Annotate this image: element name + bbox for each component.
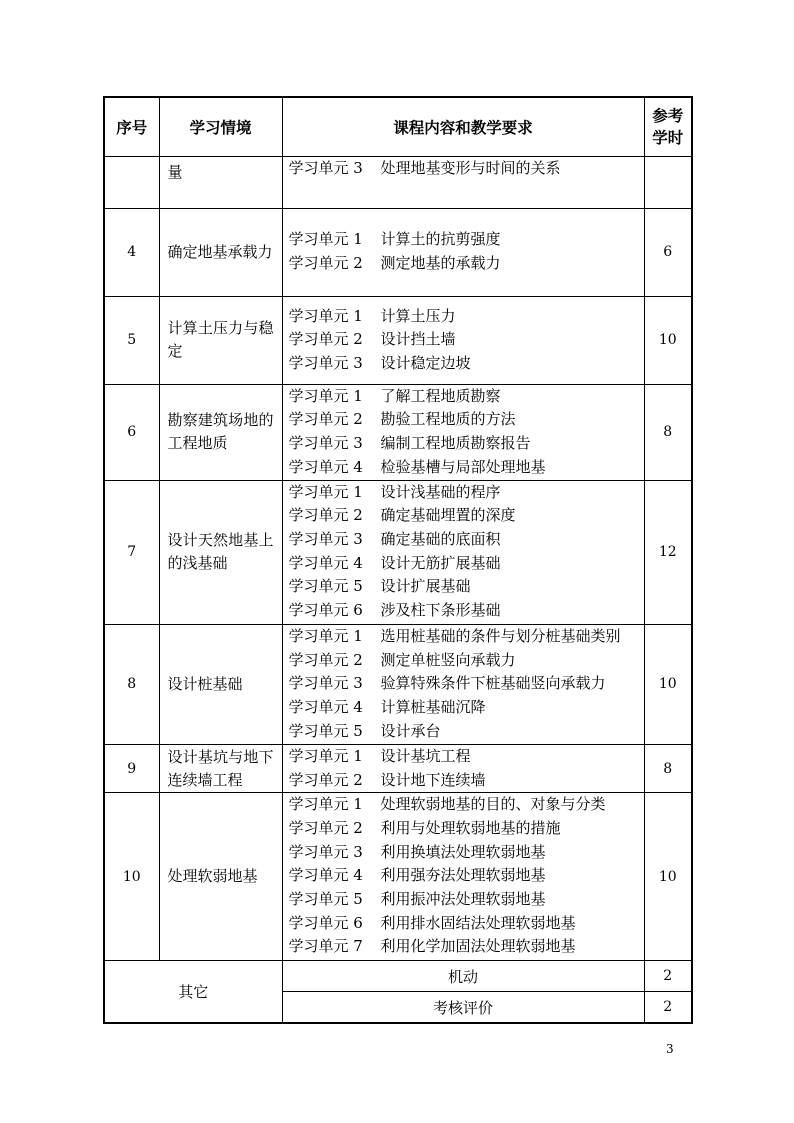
unit-text: 设计扩展基础 [380, 577, 471, 596]
other-hours: 2 [644, 961, 692, 992]
learning-unit [289, 504, 644, 528]
course-content [282, 156, 644, 208]
unit-text: 计算土的抗剪强度 [380, 230, 501, 249]
learning-unit [289, 252, 644, 276]
unit-label: 学习单元 4 [288, 553, 363, 572]
learning-unit [289, 769, 644, 793]
learning-unit [289, 408, 644, 432]
learning-unit [289, 649, 644, 673]
learning-unit [289, 935, 644, 959]
learning-situation: 确定地基承载力 [159, 208, 282, 296]
unit-text: 测定单桩竖向承载力 [380, 650, 516, 669]
learning-unit [289, 481, 644, 505]
unit-text: 设计基坑工程 [380, 746, 471, 765]
unit-label: 学习单元 1 [288, 230, 363, 249]
learning-unit [289, 841, 644, 865]
unit-text: 确定基础埋置的深度 [380, 506, 516, 525]
unit-label: 学习单元 1 [288, 482, 363, 501]
unit-text: 计算桩基础沉降 [380, 697, 486, 716]
learning-unit [289, 696, 644, 720]
unit-text: 利用换填法处理软弱地基 [380, 842, 546, 861]
learning-unit [289, 552, 644, 576]
header-row [104, 97, 692, 156]
unit-text: 测定地基的承载力 [380, 254, 501, 273]
row-hours: 6 [644, 208, 692, 296]
header-hours: 参考学时 [644, 97, 692, 156]
unit-label: 学习单元 2 [288, 330, 363, 349]
header-content: 课程内容和教学要求 [282, 97, 644, 156]
learning-unit [289, 817, 644, 841]
unit-text: 设计稳定边坡 [380, 353, 471, 372]
unit-label: 学习单元 1 [288, 386, 363, 405]
unit-text: 检验基槽与局部处理地基 [380, 457, 546, 476]
table-row [104, 744, 692, 792]
unit-text: 了解工程地质勘察 [380, 386, 501, 405]
learning-situation: 量 [159, 156, 282, 208]
learning-situation: 勘察建筑场地的工程地质 [159, 384, 282, 480]
learning-unit [289, 864, 644, 888]
unit-label: 学习单元 1 [288, 795, 363, 814]
unit-text: 设计挡土墙 [380, 330, 456, 349]
unit-label: 学习单元 4 [288, 697, 363, 716]
learning-situation: 处理软弱地基 [159, 793, 282, 961]
unit-label: 学习单元 2 [288, 410, 363, 429]
course-content [282, 480, 644, 624]
table-row [104, 624, 692, 744]
page-number: 3 [666, 1042, 674, 1056]
learning-unit [289, 528, 644, 552]
unit-label: 学习单元 7 [288, 937, 363, 956]
other-hours: 2 [644, 992, 692, 1023]
row-number: 7 [104, 480, 159, 624]
unit-text: 设计无筋扩展基础 [380, 553, 501, 572]
course-content [282, 384, 644, 480]
unit-label: 学习单元 2 [288, 506, 363, 525]
row-number: 4 [104, 208, 159, 296]
unit-text: 勘验工程地质的方法 [380, 410, 516, 429]
learning-unit [289, 575, 644, 599]
unit-label: 学习单元 4 [288, 866, 363, 885]
table-row [104, 793, 692, 961]
unit-text: 设计承台 [380, 721, 441, 740]
unit-label: 学习单元 3 [288, 842, 363, 861]
unit-text: 设计浅基础的程序 [380, 482, 501, 501]
unit-text: 确定基础的底面积 [380, 530, 501, 549]
other-item: 考核评价 [282, 992, 644, 1023]
learning-unit [289, 625, 644, 649]
learning-situation: 设计基坑与地下连续墙工程 [159, 744, 282, 792]
unit-label: 学习单元 3 [288, 434, 363, 453]
learning-unit [289, 432, 644, 456]
unit-label: 学习单元 6 [288, 913, 363, 932]
unit-label: 学习单元 1 [288, 746, 363, 765]
learning-unit [289, 912, 644, 936]
learning-situation: 设计天然地基上的浅基础 [159, 480, 282, 624]
other-label: 其它 [104, 961, 282, 1023]
row-hours: 10 [644, 624, 692, 744]
learning-unit [289, 745, 644, 769]
other-item: 机动 [282, 961, 644, 992]
row-hours: 12 [644, 480, 692, 624]
header-situation: 学习情境 [159, 97, 282, 156]
learning-unit [289, 157, 644, 181]
row-number: 10 [104, 793, 159, 961]
learning-unit [289, 352, 644, 376]
unit-label: 学习单元 1 [288, 626, 363, 645]
course-content [282, 296, 644, 384]
unit-text: 验算特殊条件下桩基础竖向承载力 [380, 674, 606, 693]
table-body [104, 97, 692, 1023]
unit-label: 学习单元 4 [288, 457, 363, 476]
table-row [104, 156, 692, 208]
table-row [104, 384, 692, 480]
unit-label: 学习单元 1 [288, 306, 363, 325]
learning-situation: 设计桩基础 [159, 624, 282, 744]
row-number [104, 156, 159, 208]
learning-unit [289, 385, 644, 409]
row-hours: 8 [644, 744, 692, 792]
learning-unit [289, 793, 644, 817]
row-number: 9 [104, 744, 159, 792]
table-row [104, 296, 692, 384]
unit-text: 编制工程地质勘察报告 [380, 434, 531, 453]
course-content [282, 208, 644, 296]
row-number: 6 [104, 384, 159, 480]
unit-text: 涉及柱下条形基础 [380, 601, 501, 620]
unit-label: 学习单元 5 [288, 577, 363, 596]
course-content [282, 793, 644, 961]
unit-text: 利用排水固结法处理软弱地基 [380, 913, 576, 932]
other-row [104, 961, 692, 992]
unit-text: 利用振冲法处理软弱地基 [380, 890, 546, 909]
unit-label: 学习单元 3 [288, 353, 363, 372]
row-number: 8 [104, 624, 159, 744]
curriculum-table [103, 96, 693, 1024]
unit-label: 学习单元 3 [288, 158, 363, 177]
table-row [104, 208, 692, 296]
unit-text: 设计地下连续墙 [380, 770, 486, 789]
course-content [282, 744, 644, 792]
row-hours: 10 [644, 296, 692, 384]
course-content [282, 624, 644, 744]
unit-label: 学习单元 5 [288, 721, 363, 740]
unit-label: 学习单元 2 [288, 650, 363, 669]
learning-unit [289, 305, 644, 329]
unit-text: 选用桩基础的条件与划分桩基础类别 [380, 626, 621, 645]
unit-label: 学习单元 2 [288, 818, 363, 837]
learning-unit [289, 328, 644, 352]
unit-text: 处理软弱地基的目的、对象与分类 [380, 795, 606, 814]
unit-text: 利用化学加固法处理软弱地基 [380, 937, 576, 956]
unit-label: 学习单元 3 [288, 530, 363, 549]
unit-label: 学习单元 3 [288, 674, 363, 693]
unit-label: 学习单元 2 [288, 254, 363, 273]
learning-situation: 计算土压力与稳定 [159, 296, 282, 384]
unit-label: 学习单元 2 [288, 770, 363, 789]
row-hours: 10 [644, 793, 692, 961]
unit-text: 利用与处理软弱地基的措施 [380, 818, 561, 837]
unit-text: 计算土压力 [380, 306, 456, 325]
row-number: 5 [104, 296, 159, 384]
learning-unit [289, 228, 644, 252]
unit-label: 学习单元 5 [288, 890, 363, 909]
row-hours [644, 156, 692, 208]
unit-text: 利用强夯法处理软弱地基 [380, 866, 546, 885]
learning-unit [289, 599, 644, 623]
learning-unit [289, 672, 644, 696]
table-row [104, 480, 692, 624]
unit-text: 处理地基变形与时间的关系 [380, 158, 561, 177]
learning-unit [289, 456, 644, 480]
header-no: 序号 [104, 97, 159, 156]
learning-unit [289, 720, 644, 744]
learning-unit [289, 888, 644, 912]
unit-label: 学习单元 6 [288, 601, 363, 620]
row-hours: 8 [644, 384, 692, 480]
